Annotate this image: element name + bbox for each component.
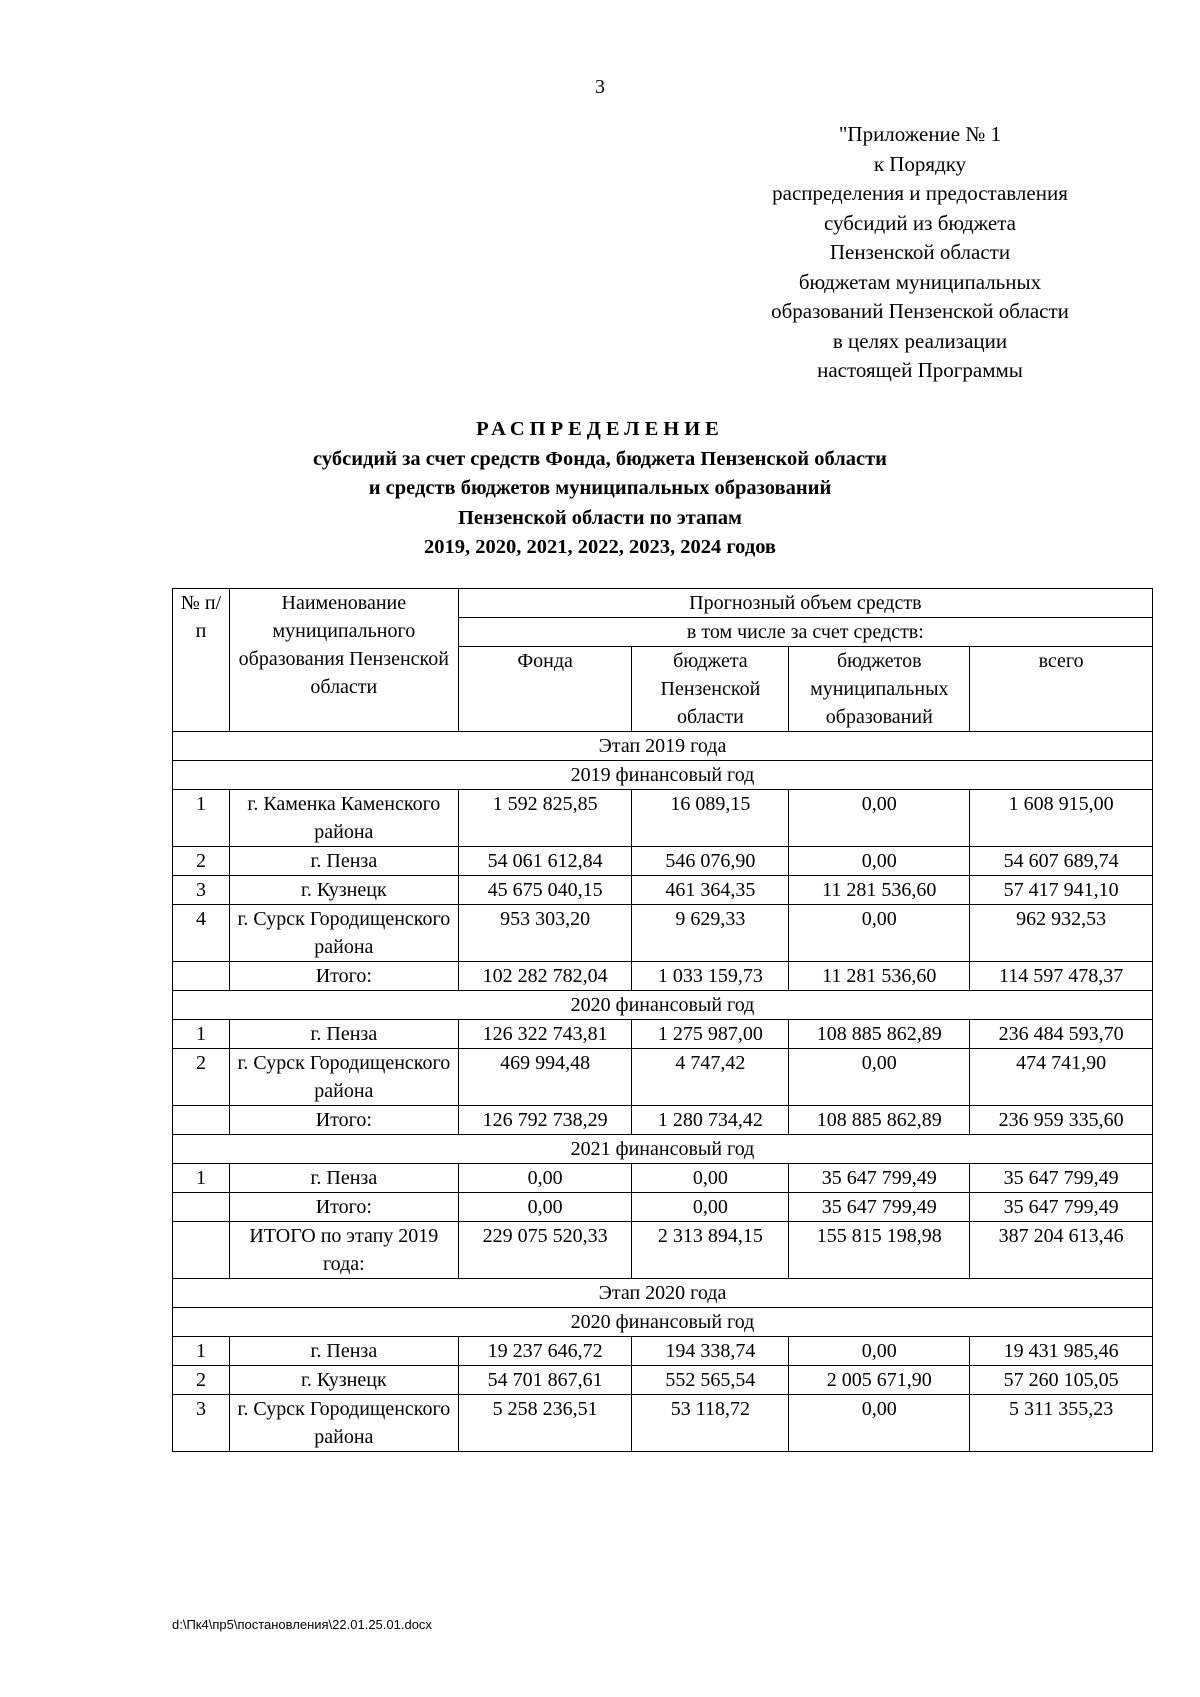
title-heading: РАСПРЕДЕЛЕНИЕ [476, 418, 724, 440]
cell-regional: 1 280 734,42 [632, 1106, 789, 1135]
header-regional: бюджета Пензенской области [632, 647, 789, 732]
table-row [173, 905, 1153, 962]
cell-fund: 469 994,48 [458, 1049, 632, 1106]
table-row [173, 962, 1153, 991]
cell-num: 2 [173, 847, 230, 876]
appendix-line: "Приложение № 1 [838, 122, 1002, 146]
title-line: Пензенской области по этапам [457, 506, 743, 529]
section-row [173, 761, 1153, 790]
title-line: субсидий за счет средств Фонда, бюджета Пензенской области [313, 447, 887, 470]
table-row [173, 847, 1153, 876]
section-label: 2020 финансовый год [173, 1308, 1153, 1337]
cell-num [173, 1222, 230, 1279]
section-label: Этап 2019 года [173, 732, 1153, 761]
cell-num: 1 [173, 1164, 230, 1193]
cell-total: 114 597 478,37 [970, 962, 1153, 991]
cell-num: 2 [173, 1366, 230, 1395]
cell-name: г. Каменка Каменского района [229, 790, 458, 847]
cell-municipal: 0,00 [789, 1395, 970, 1452]
cell-name: г. Кузнецк [229, 876, 458, 905]
table-row [173, 1366, 1153, 1395]
cell-municipal: 35 647 799,49 [789, 1193, 970, 1222]
cell-total: 35 647 799,49 [970, 1193, 1153, 1222]
section-row [173, 1279, 1153, 1308]
header-including: в том числе за счет средств: [458, 618, 1152, 647]
cell-total: 1 608 915,00 [970, 790, 1153, 847]
header-forecast: Прогнозный объем средств [458, 589, 1152, 618]
table-row [173, 790, 1153, 847]
cell-municipal: 0,00 [789, 847, 970, 876]
cell-total: 54 607 689,74 [970, 847, 1153, 876]
title-line: 2019, 2020, 2021, 2022, 2023, 2024 годов [423, 536, 776, 558]
cell-name: Итого: [229, 1106, 458, 1135]
cell-name: г. Пенза [229, 1164, 458, 1193]
cell-num: 1 [173, 790, 230, 847]
cell-num: 4 [173, 905, 230, 962]
cell-fund: 102 282 782,04 [458, 962, 632, 991]
cell-fund: 5 258 236,51 [458, 1395, 632, 1452]
cell-name: г. Сурск Городищенского района [229, 1395, 458, 1452]
section-row [173, 991, 1153, 1020]
cell-fund: 0,00 [458, 1193, 632, 1222]
table-row [173, 1020, 1153, 1049]
cell-total: 962 932,53 [970, 905, 1153, 962]
cell-municipal: 11 281 536,60 [789, 962, 970, 991]
cell-num: 1 [173, 1337, 230, 1366]
cell-total: 57 417 941,10 [970, 876, 1153, 905]
header-fund: Фонда [458, 647, 632, 732]
cell-num: 3 [173, 1395, 230, 1452]
cell-total: 236 484 593,70 [970, 1020, 1153, 1049]
cell-fund: 1 592 825,85 [458, 790, 632, 847]
cell-regional: 552 565,54 [632, 1366, 789, 1395]
cell-total: 19 431 985,46 [970, 1337, 1153, 1366]
cell-total: 35 647 799,49 [970, 1164, 1153, 1193]
cell-regional: 461 364,35 [632, 876, 789, 905]
table-row [173, 876, 1153, 905]
header-total: всего [970, 647, 1153, 732]
appendix-line: образований Пензенской области [771, 299, 1069, 323]
title-line: и средств бюджетов муниципальных образований [368, 477, 832, 499]
cell-num: 2 [173, 1049, 230, 1106]
cell-regional: 546 076,90 [632, 847, 789, 876]
appendix-line: распределения и предоставления [772, 181, 1068, 205]
cell-fund: 126 322 743,81 [458, 1020, 632, 1049]
appendix-line: настоящей Программы [817, 358, 1023, 382]
header-municipal: бюджетов муниципальных образований [789, 647, 970, 732]
section-label: 2020 финансовый год [173, 991, 1153, 1020]
cell-municipal: 0,00 [789, 1049, 970, 1106]
cell-regional: 2 313 894,15 [632, 1222, 789, 1279]
cell-total: 5 311 355,23 [970, 1395, 1153, 1452]
file-path: d:\Пк4\пр5\постановления\22.01.25.01.docx [172, 1617, 432, 1632]
section-label: 2021 финансовый год [173, 1135, 1153, 1164]
cell-total: 57 260 105,05 [970, 1366, 1153, 1395]
cell-fund: 0,00 [458, 1164, 632, 1193]
distribution-table [172, 588, 1153, 1452]
document-title [0, 415, 1200, 563]
cell-regional: 53 118,72 [632, 1395, 789, 1452]
header-num: № п/п [173, 589, 230, 732]
cell-municipal: 11 281 536,60 [789, 876, 970, 905]
cell-total: 474 741,90 [970, 1049, 1153, 1106]
cell-num [173, 1193, 230, 1222]
cell-municipal: 2 005 671,90 [789, 1366, 970, 1395]
cell-fund: 126 792 738,29 [458, 1106, 632, 1135]
cell-regional: 0,00 [632, 1193, 789, 1222]
table-row [173, 1222, 1153, 1279]
cell-regional: 0,00 [632, 1164, 789, 1193]
cell-name: Итого: [229, 1193, 458, 1222]
cell-num: 1 [173, 1020, 230, 1049]
cell-name: г. Пенза [229, 1337, 458, 1366]
cell-fund: 229 075 520,33 [458, 1222, 632, 1279]
cell-municipal: 35 647 799,49 [789, 1164, 970, 1193]
table-body [173, 732, 1153, 1452]
cell-name: Итого: [229, 962, 458, 991]
table-row [173, 1395, 1153, 1452]
cell-regional: 194 338,74 [632, 1337, 789, 1366]
cell-municipal: 108 885 862,89 [789, 1020, 970, 1049]
cell-regional: 4 747,42 [632, 1049, 789, 1106]
cell-name: г. Пенза [229, 1020, 458, 1049]
table-header [173, 589, 1153, 732]
table-row [173, 1337, 1153, 1366]
section-label: 2019 финансовый год [173, 761, 1153, 790]
cell-regional: 1 275 987,00 [632, 1020, 789, 1049]
cell-name: г. Кузнецк [229, 1366, 458, 1395]
table-row [173, 1049, 1153, 1106]
appendix-line: к Порядку [873, 151, 967, 176]
section-row [173, 732, 1153, 761]
cell-name: г. Сурск Городищенского района [229, 1049, 458, 1106]
cell-fund: 45 675 040,15 [458, 876, 632, 905]
cell-regional: 16 089,15 [632, 790, 789, 847]
cell-regional: 1 033 159,73 [632, 962, 789, 991]
cell-municipal: 0,00 [789, 790, 970, 847]
cell-municipal: 0,00 [789, 1337, 970, 1366]
cell-regional: 9 629,33 [632, 905, 789, 962]
section-row [173, 1308, 1153, 1337]
section-label: Этап 2020 года [173, 1279, 1153, 1308]
appendix-line: бюджетам муниципальных [798, 269, 1042, 294]
section-row [173, 1135, 1153, 1164]
table-row [173, 1193, 1153, 1222]
cell-num: 3 [173, 876, 230, 905]
cell-total: 236 959 335,60 [970, 1106, 1153, 1135]
appendix-line: субсидий из бюджета [823, 210, 1016, 235]
cell-fund: 953 303,20 [458, 905, 632, 962]
page-number: 3 [595, 76, 605, 98]
cell-fund: 19 237 646,72 [458, 1337, 632, 1366]
cell-fund: 54 061 612,84 [458, 847, 632, 876]
cell-municipal: 155 815 198,98 [789, 1222, 970, 1279]
header-name: Наименование муниципального образования Пензенской области [229, 589, 458, 732]
cell-name: ИТОГО по этапу 2019 года: [229, 1222, 458, 1279]
cell-total: 387 204 613,46 [970, 1222, 1153, 1279]
cell-fund: 54 701 867,61 [458, 1366, 632, 1395]
cell-num [173, 962, 230, 991]
cell-name: г. Сурск Городищенского района [229, 905, 458, 962]
cell-municipal: 108 885 862,89 [789, 1106, 970, 1135]
cell-num [173, 1106, 230, 1135]
appendix-line: Пензенской области [829, 240, 1011, 264]
appendix-note [700, 120, 1140, 386]
cell-municipal: 0,00 [789, 905, 970, 962]
appendix-line: в целях реализации [832, 328, 1008, 353]
table-row [173, 1164, 1153, 1193]
cell-name: г. Пенза [229, 847, 458, 876]
table-row [173, 1106, 1153, 1135]
